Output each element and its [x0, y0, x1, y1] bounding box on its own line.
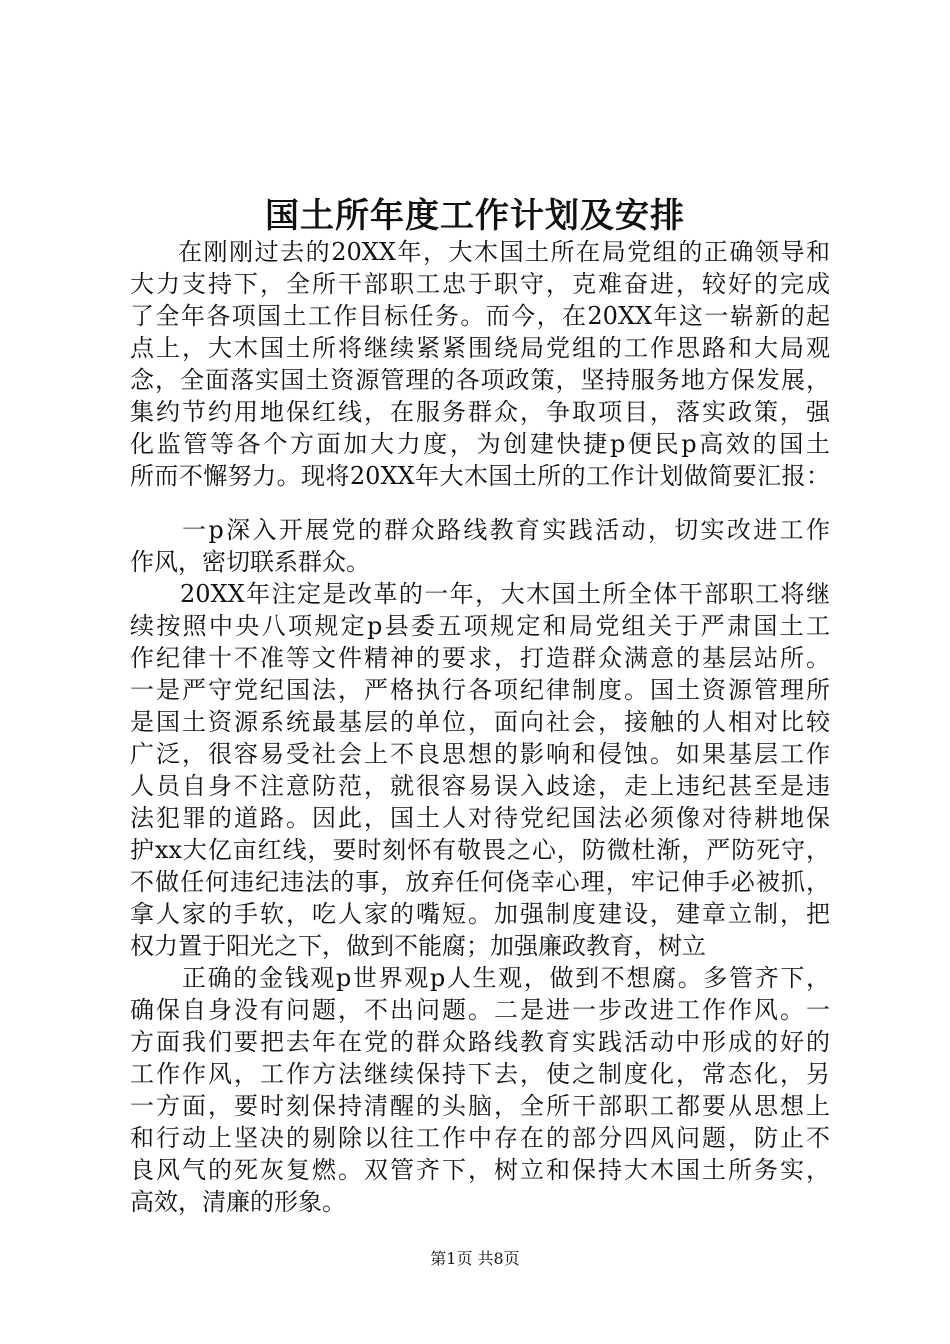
text-line: 护xx大亿亩红线，要时刻怀有敬畏之心，防微杜渐，严防死守，	[130, 836, 830, 864]
text-line: 法犯罪的道路。因此，国土人对待党纪国法必须像对待耕地保	[130, 804, 830, 832]
section-heading-line: 作风，密切联系群众。	[130, 548, 370, 576]
text-line: 工作作风，工作方法继续保持下去，使之制度化，常态化，另	[130, 1060, 830, 1088]
text-line: 点上，大木国土所将继续紧紧围绕局党组的工作思路和大局观	[130, 334, 830, 362]
text-line: 良风气的死灰复燃。双管齐下，树立和保持大木国土所务实，	[130, 1156, 830, 1184]
text-line: 集约节约用地保红线，在服务群众，争取项目，落实政策，强	[130, 398, 830, 426]
text-line: 拿人家的手软，吃人家的嘴短。加强制度建设，建章立制，把	[130, 900, 830, 928]
text-line: 广泛，很容易受社会上不良思想的影响和侵蚀。如果基层工作	[130, 740, 830, 768]
text-line: 一是严守党纪国法，严格执行各项纪律制度。国土资源管理所	[130, 676, 830, 704]
text-line: 是国土资源系统最基层的单位，面向社会，接触的人相对比较	[130, 708, 830, 736]
text-line: 20XX年注定是改革的一年，大木国土所全体干部职工将继	[180, 580, 830, 608]
text-line: 权力置于阳光之下，做到不能腐；加强廉政教育，树立	[130, 932, 706, 960]
text-line: 不做任何违纪违法的事，放弃任何侥幸心理，牢记伸手必被抓，	[130, 868, 830, 896]
text-line: 高效，清廉的形象。	[130, 1188, 346, 1216]
text-line: 一方面，要时刻保持清醒的头脑，全所干部职工都要从思想上	[130, 1092, 830, 1120]
text-line: 化监管等各个方面加大力度，为创建快捷p便民p高效的国土	[130, 430, 830, 458]
page-number: 第1页 共8页	[430, 1249, 520, 1268]
text-line: 方面我们要把去年在党的群众路线教育实践活动中形成的好的	[130, 1028, 830, 1056]
text-line: 所而不懈努力。现将20XX年大木国土所的工作计划做简要汇报：	[130, 462, 830, 490]
text-line: 正确的金钱观p世界观p人生观，做到不想腐。多管齐下，	[182, 964, 830, 992]
text-line: 大力支持下，全所干部职工忠于职守，克难奋进，较好的完成	[130, 270, 830, 298]
text-line: 了全年各项国土工作目标任务。而今，在20XX年这一崭新的起	[130, 302, 830, 330]
text-line: 续按照中央八项规定p县委五项规定和局党组关于严肃国土工	[130, 612, 830, 640]
text-line: 作纪律十不准等文件精神的要求，打造群众满意的基层站所。	[130, 644, 830, 672]
document-title: 国土所年度工作计划及安排	[265, 196, 685, 236]
text-line: 和行动上坚决的剔除以往工作中存在的部分四风问题，防止不	[130, 1124, 830, 1152]
section-heading-line: 一p深入开展党的群众路线教育实践活动，切实改进工作	[182, 516, 830, 544]
text-line: 念，全面落实国土资源管理的各项政策，坚持服务地方保发展，	[130, 366, 830, 394]
text-line: 在刚刚过去的20XX年，大木国土所在局党组的正确领导和	[178, 238, 830, 266]
text-line: 确保自身没有问题，不出问题。二是进一步改进工作作风。一	[130, 996, 830, 1024]
text-line: 人员自身不注意防范，就很容易误入歧途，走上违纪甚至是违	[130, 772, 830, 800]
